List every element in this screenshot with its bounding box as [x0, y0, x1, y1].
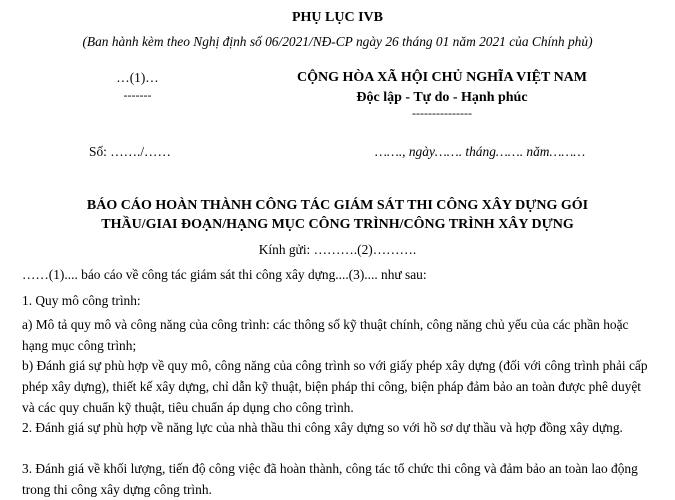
org-placeholder: …(1)…: [116, 70, 159, 85]
issued-note: (Ban hành kèm theo Nghị định số 06/2021/NĐ-CP ngày 26 tháng 01 năm 2021 của Chính phủ): [82, 34, 593, 49]
appendix-title: PHỤ LỤC IVB: [291, 10, 383, 25]
report-title-line1: BÁO CÁO HOÀN THÀNH CÔNG TÁC GIÁM SÁT THI CÔNG XÂY DỰNG GÓI: [86, 198, 589, 213]
motto: Độc lập - Tự do - Hạnh phúc: [356, 90, 528, 105]
document-date: ……., ngày……. tháng……. năm………: [375, 144, 586, 159]
country-name: CỘNG HÒA XÃ HỘI CHỦ NGHĨA VIỆT NAM: [296, 70, 587, 85]
recipient: Kính gửi: ……….(2)……….: [258, 242, 417, 257]
section-2-paragraph: 2. Đánh giá sự phù hợp về năng lực của nhà thầu thi công xây dựng so với hồ sơ dự thầu và hợp đồng xây dựng.: [22, 420, 623, 435]
section-1b-paragraph: b) Đánh giá sự phù hợp về quy mô, công năng của công trình so với giấy phép xây dựng (đối với công trình phải cấp phép xây dựng), thiết kế xây dựng, chỉ dẫn kỹ thuật, biện pháp thi công, biện pháp đảm bảo an toàn được phê duyệt và các quy chuẩn kỹ thuật, tiêu chuẩn áp dụng cho công trình.: [22, 358, 648, 415]
section-1-heading: 1. Quy mô công trình:: [22, 293, 141, 308]
intro-paragraph: ……(1).... báo cáo về công tác giám sát thi công xây dựng....(3).... như sau:: [22, 267, 427, 282]
report-title-line2: THẦU/GIAI ĐOẠN/HẠNG MỤC CÔNG TRÌNH/CÔNG TRÌNH XÂY DỰNG: [101, 217, 574, 232]
org-rule: -------: [123, 88, 152, 102]
document-number: Số: ……./……: [89, 144, 171, 159]
motto-rule: ---------------: [412, 106, 472, 120]
section-1a-paragraph: a) Mô tả quy mô và công năng của công trình: các thông số kỹ thuật chính, công năng chủ yếu của các phần hoặc hạng mục công trình;: [22, 317, 629, 353]
section-3-paragraph: 3. Đánh giá về khối lượng, tiến độ công việc đã hoàn thành, công tác tổ chức thi công và đảm bảo an toàn lao động trong thi công xây dựng công trình.: [22, 461, 638, 497]
